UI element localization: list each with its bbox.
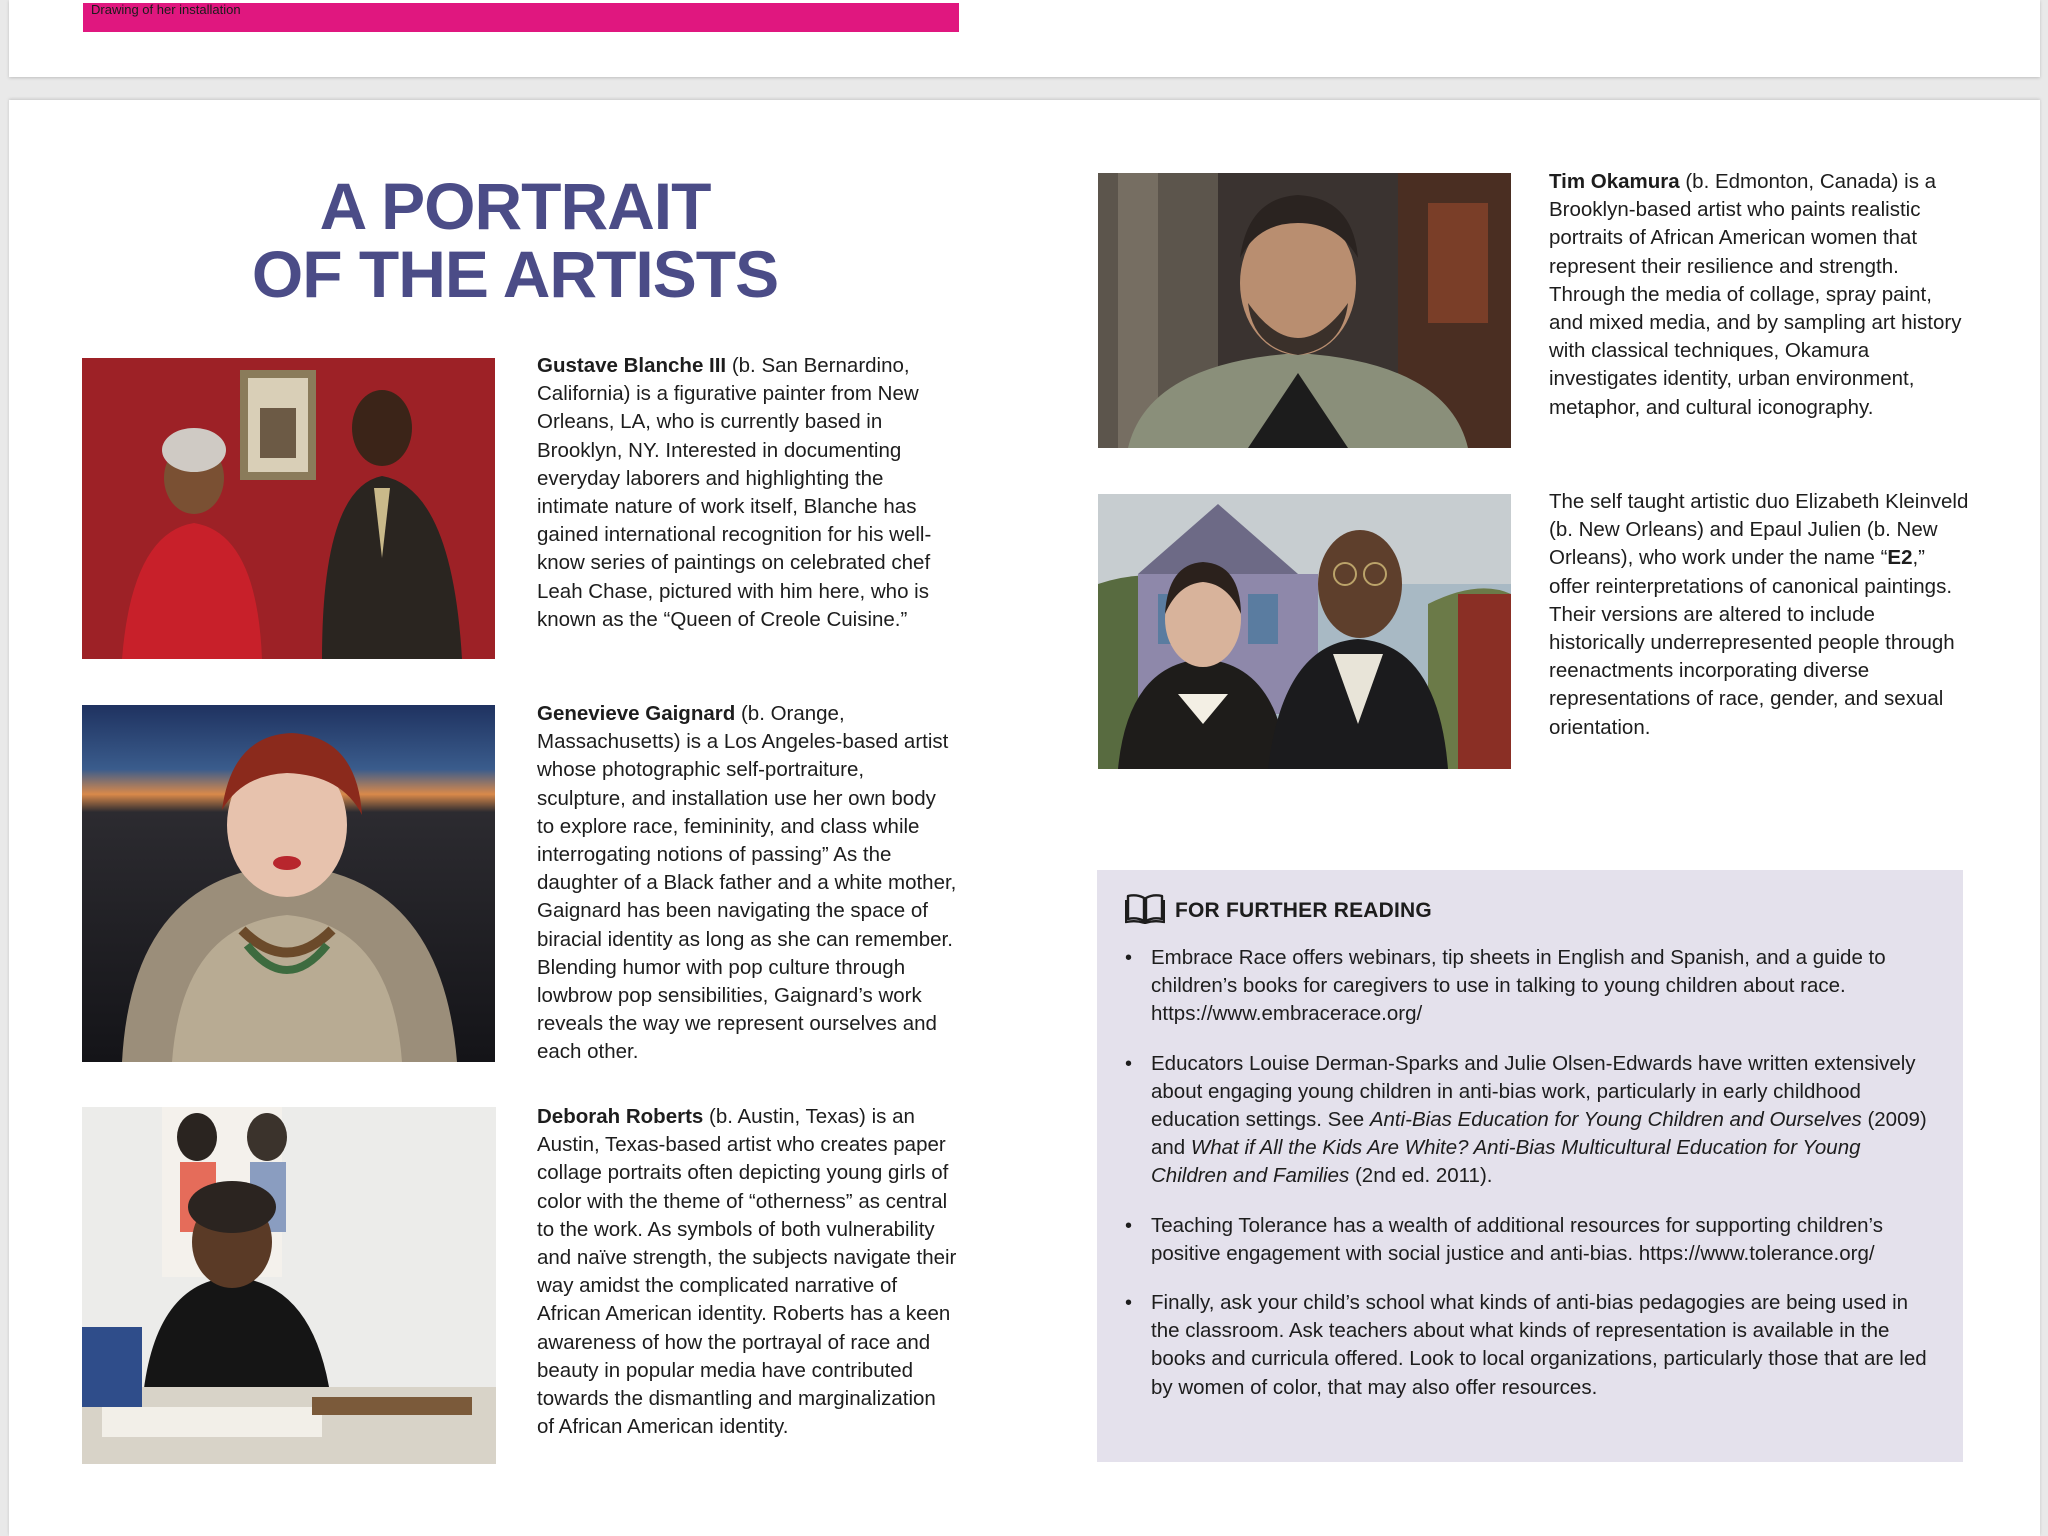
open-book-icon (1125, 892, 1165, 929)
photo-gustave-blanche (82, 358, 495, 659)
book-title: Anti-Bias Education for Young Children and Ourselves (1369, 1108, 1862, 1132)
previous-page-fragment (9, 0, 2040, 77)
artist-bio-intro: The self taught artistic duo Elizabeth Kleinveld (b. New Orleans) and Epaul Julien (b. New Orleans), who work under the name “ (1549, 490, 1969, 570)
reading-item-text: Educators Louise Derman-Sparks and Julie Olsen-Edwards have written extensively about engaging young children in anti-bias work, particularly in early childhood education settings. See (1151, 1051, 1916, 1132)
artist-bio: (b. San Bernardino, California) is a figurative painter from New Orleans, LA, who is currently based in Brooklyn, NY. Interested in documenting everyday laborers and highlighting the intimate nature of work itself, Blanche has gained international recognition for his well-know series of paintings on celebrated chef Leah Chase, pictured with him here, who is known as the “Queen of Creole Cuisine.” (537, 354, 932, 631)
title-line-2: OF THE ARTISTS (251, 237, 779, 311)
image-caption: Drawing of her installation (91, 2, 241, 17)
photo-genevieve-gaignard (82, 705, 495, 1062)
photo-e2-duo (1098, 494, 1511, 769)
bio-e2-duo (1549, 488, 1969, 742)
artist-name: Gustave Blanche III (537, 354, 727, 377)
list-item (1125, 1050, 1935, 1191)
artist-bio: (b. Austin, Texas) is an Austin, Texas-based artist who creates paper collage portraits often depicting young girls of color with the theme of “otherness” as central to the work. As symbols of both vulnerability and naïve strength, the subjects navigate their way amidst the complicated narrative of African American identity. Roberts has a keen awareness of how the portrayal of race and beauty in popular media have contributed towards the dismantling and marginalization of African American identity. (537, 1105, 957, 1439)
bio-gustave-blanche (537, 352, 957, 634)
bio-tim-okamura (1549, 168, 1969, 422)
page-title (230, 169, 800, 311)
reading-item-text: (2009) and (1151, 1108, 1927, 1160)
reading-item-text: Teaching Tolerance has a wealth of additional resources for supporting children’s positive engagement with social justice and anti-bias. https://www.tolerance.org/ (1151, 1213, 1883, 1265)
artist-name: E2 (1887, 546, 1913, 570)
bio-genevieve-gaignard (537, 700, 957, 1067)
artist-name: Tim Okamura (1549, 170, 1680, 193)
reading-item-text: Embrace Race offers webinars, tip sheets in English and Spanish, and a guide to children’s books for caregivers to use in talking to young children about race. https://www.embracerace.org/ (1151, 946, 1886, 1026)
photo-tim-okamura (1098, 173, 1511, 448)
further-reading-list (1125, 944, 1935, 1423)
title-line-1: A PORTRAIT (319, 169, 711, 243)
further-reading-header (1125, 892, 1432, 929)
artist-name: Deborah Roberts (537, 1105, 704, 1128)
list-item (1125, 1212, 1935, 1268)
artist-bio: (b. Edmonton, Canada) is a Brooklyn-based artist who paints realistic portraits of African American women that represent their resilience and strength. Through the media of collage, spray paint, and mixed media, and by sampling art history with classical techniques, Okamura investigates identity, urban environment, metaphor, and cultural iconography. (1549, 170, 1962, 419)
artist-bio: (b. Orange, Massachusetts) is a Los Angeles-based artist whose photographic self-portraiture, sculpture, and installation use her own body to explore race, femininity, and class while interrogating notions of passing” As the daughter of a Black father and a white mother, Gaignard has been navigating the space of biracial identity as long as she can remember. Blending humor with pop culture through lowbrow pop sensibilities, Gaignard’s work reveals the way we represent ourselves and each other. (537, 702, 957, 1064)
bio-deborah-roberts (537, 1103, 957, 1441)
photo-deborah-roberts (82, 1107, 496, 1464)
reading-item-text: (2nd ed. 2011). (1349, 1164, 1493, 1188)
further-reading-title: FOR FURTHER READING (1175, 898, 1432, 922)
book-title: What if All the Kids Are White? Anti-Bias Multicultural Education for Young Children and Families (1151, 1136, 1861, 1188)
artist-bio: ,” offer reinterpretations of canonical paintings. Their versions are altered to include historically underrepresented people through reenactments incorporating diverse representations of race, gender, and sexual orientation. (1549, 546, 1955, 739)
list-item (1125, 944, 1935, 1029)
list-item (1125, 1289, 1935, 1402)
further-reading-box (1097, 870, 1963, 1462)
artist-name: Genevieve Gaignard (537, 702, 736, 725)
reading-item-text: Finally, ask your child’s school what kinds of anti-bias pedagogies are being used in the classroom. Ask teachers about what kinds of representation is available in the books and curricula offered. Look to local organizations, particularly those that are led by women of color, that may also offer resources. (1151, 1291, 1927, 1399)
